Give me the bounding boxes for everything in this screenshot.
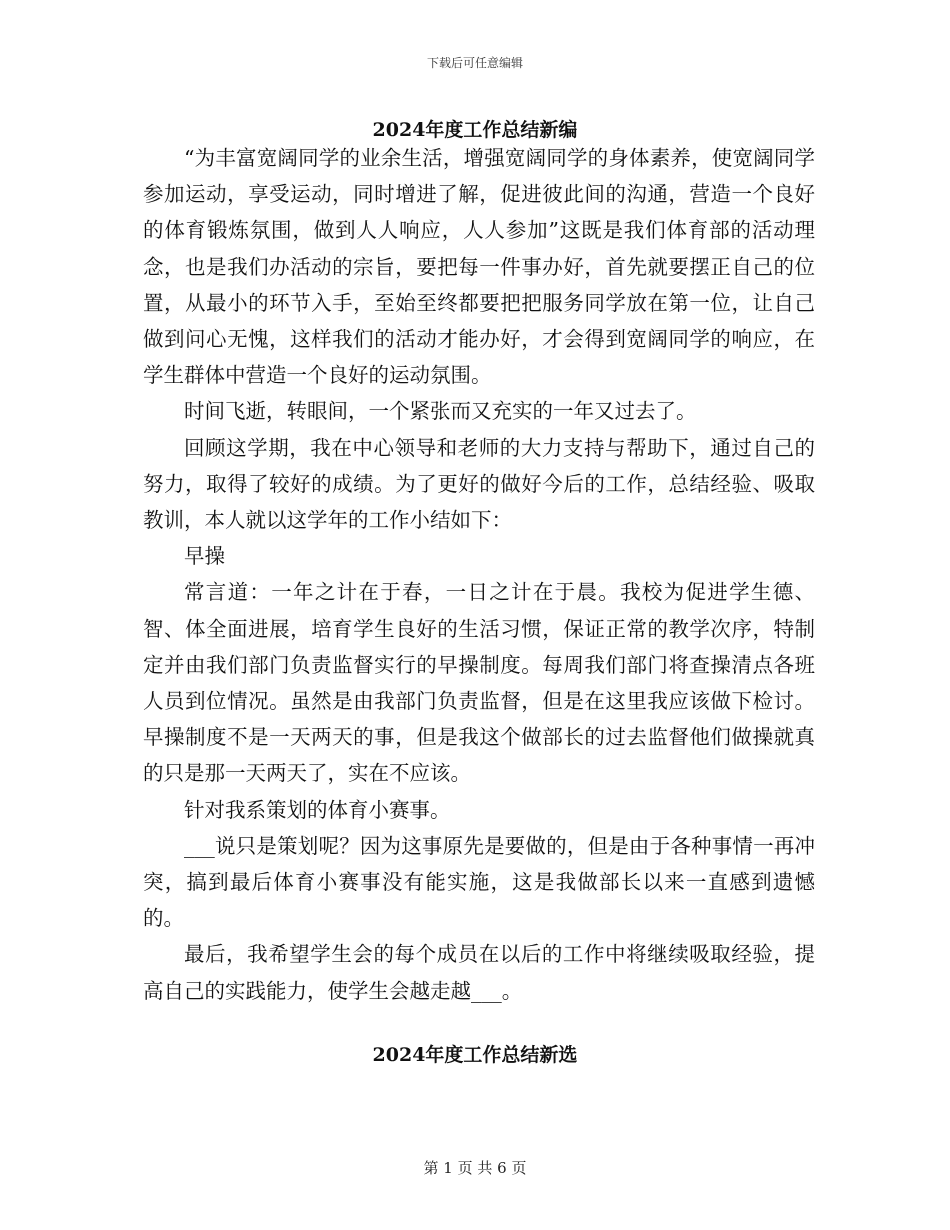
paragraph: 最后，我希望学生会的每个成员在以后的工作中将继续吸取经验，提高自己的实践能力，使学生会越走越___。 — [143, 942, 815, 1003]
paragraph: 时间飞逝，转眼间，一个紧张而又充实的一年又过去了。 — [184, 399, 697, 424]
header-note: 下载后可任意编辑 — [426, 56, 523, 70]
next-section-title: 2024年度工作总结新选 — [372, 1044, 578, 1066]
section-heading: 早操 — [184, 544, 225, 569]
paragraph: 针对我系策划的体育小赛事。 — [184, 797, 451, 822]
paragraph: 回顾这学期，我在中心领导和老师的大力支持与帮助下，通过自己的努力，取得了较好的成绩。为了更好的做好今后的工作，总结经验、吸取教训，本人就以这学年的工作小结如下： — [143, 435, 815, 533]
page-footer: 第 1 页 共 6 页 — [423, 1159, 527, 1177]
paragraph: 常言道：一年之计在于春，一日之计在于晨。我校为促进学生德、智、体全面进展，培育学生良好的生活习惯，保证正常的教学次序，特制定并由我们部门负责监督实行的早操制度。每周我们部门将查操清点各班人员到位情况。虽然是由我部门负责监督，但是在这里我应该做下检讨。早操制度不是一天两天的事，但是我这个做部长的过去监督他们做操就真的只是那一天两天了，实在不应该。 — [143, 580, 815, 786]
paragraph: ___说只是策划呢？因为这事原先是要做的，但是由于各种事情一再冲突，搞到最后体育小赛事没有能实施，这是我做部长以来一直感到遗憾的。 — [143, 833, 815, 931]
paragraph: “为丰富宽阔同学的业余生活，增强宽阔同学的身体素养，使宽阔同学参加运动，享受运动，同时增进了解，促进彼此间的沟通，营造一个良好的体育锻炼氛围，做到人人响应，人人参加”这既是我们体育部的活动理念，也是我们办活动的宗旨，要把每一件事办好，首先就要摆正自己的位置，从最小的环节入手，至始至终都要把把服务同学放在第一位，让自己做到问心无愧，这样我们的活动才能办好，才会得到宽阔同学的响应，在学生群体中营造一个良好的运动氛围。 — [143, 146, 815, 388]
document-title: 2024年度工作总结新编 — [372, 119, 578, 141]
document-body — [143, 140, 815, 1009]
